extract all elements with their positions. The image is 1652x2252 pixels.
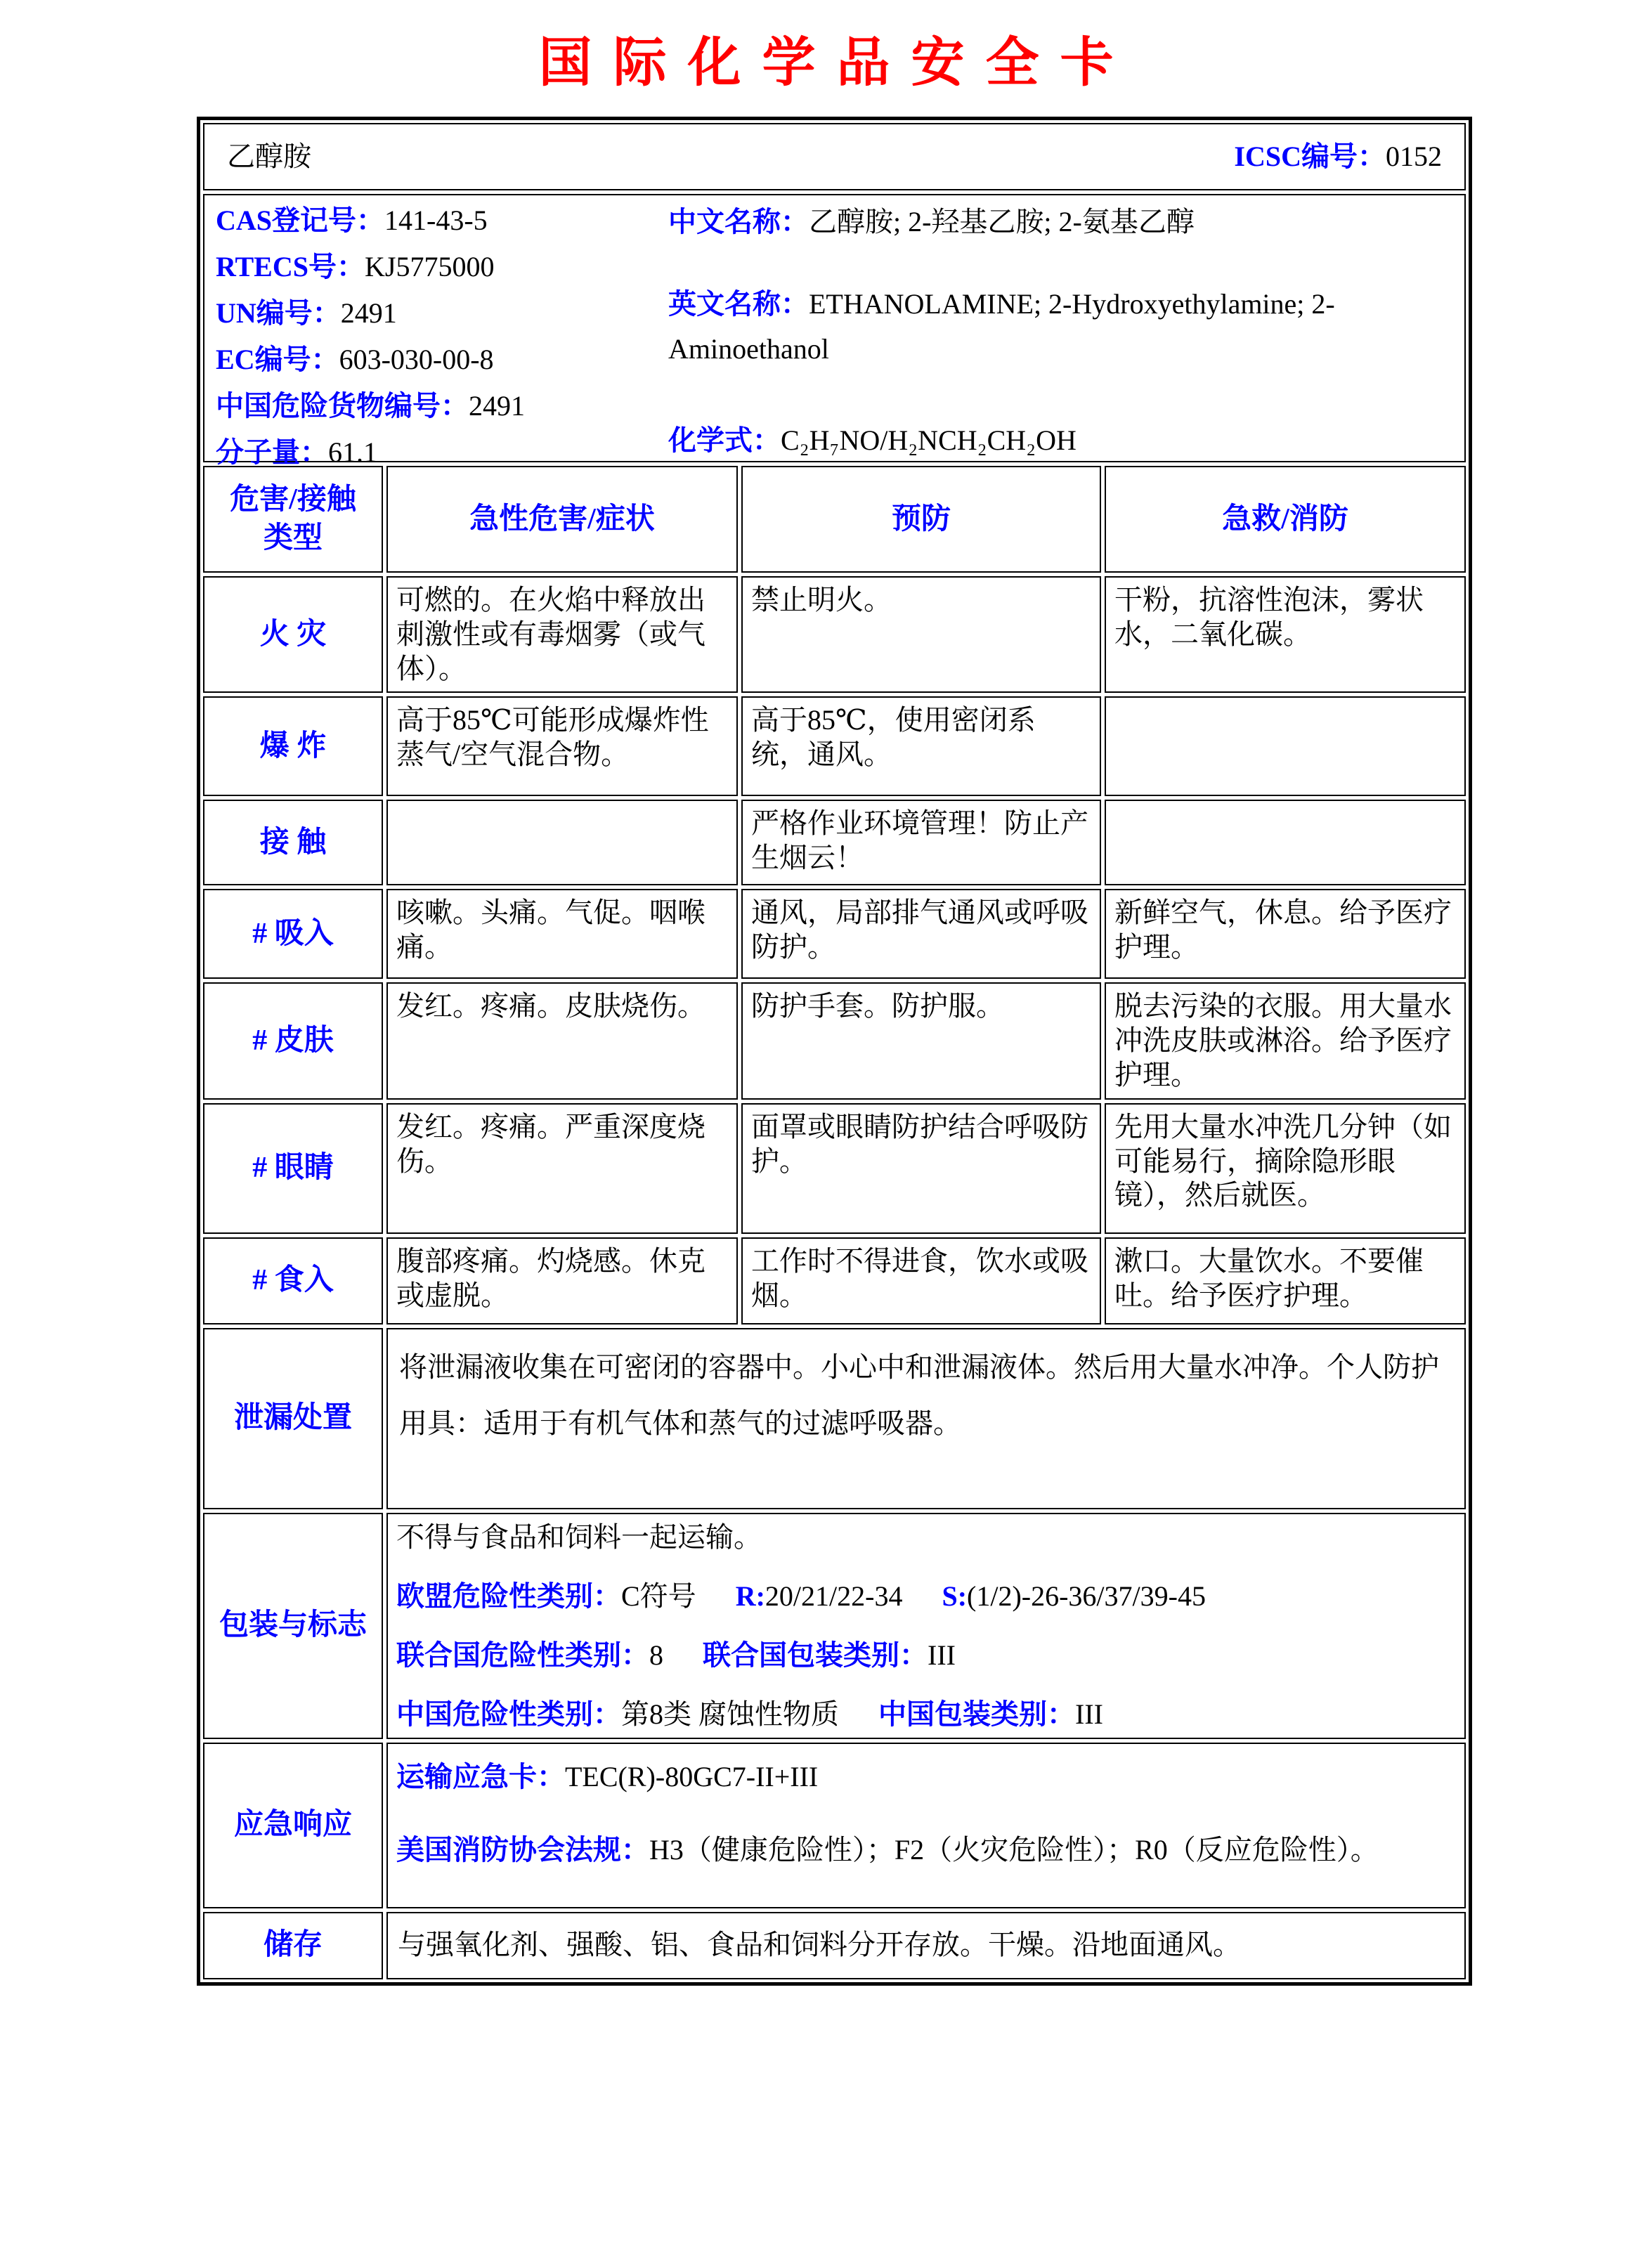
row-label-emergency-response: 应急响应: [203, 1743, 383, 1908]
un-packing-group-label: 联合国包装类别：: [703, 1639, 928, 1671]
molecular-weight-row: [216, 437, 665, 468]
cas-label: CAS登记号：: [216, 204, 385, 236]
un-hazard-class-value: 8: [649, 1639, 663, 1671]
nfpa-code-line: [396, 1823, 1456, 1877]
eyes-prevention: 面罩或眼睛防护结合呼吸防护。: [741, 1103, 1101, 1234]
inhalation-symptoms: 咳嗽。头痛。气促。咽喉痛。: [386, 889, 738, 979]
row-label-fire: 火 灾: [203, 576, 383, 693]
un-label: UN编号：: [216, 297, 341, 329]
ec-label: EC编号：: [216, 344, 339, 375]
chinese-name-row: [668, 205, 1448, 240]
rtecs-number-row: [216, 252, 665, 282]
row-label-skin: # 皮肤: [203, 982, 383, 1099]
china-dg-label: 中国危险货物编号：: [216, 390, 469, 422]
chemical-formula-label: 化学式：: [668, 424, 781, 456]
molecular-weight-label: 分子量：: [216, 436, 328, 468]
inhalation-prevention: 通风，局部排气通风或呼吸防护。: [741, 889, 1101, 979]
skin-prevention: 防护手套。防护服。: [741, 982, 1101, 1099]
identification-section: [203, 194, 1466, 468]
packaging-un-line: [396, 1638, 1456, 1673]
s-phrases-label: S:: [942, 1580, 968, 1612]
ec-number-row: [216, 344, 665, 375]
card-header-row: [203, 123, 1466, 190]
row-label-explosion: 爆 炸: [203, 696, 383, 796]
explosion-prevention: 高于85℃，使用密闭系统，通风。: [741, 696, 1101, 796]
cn-hazard-class-label: 中国危险性类别：: [396, 1698, 621, 1730]
row-label-contact: 接 触: [203, 800, 383, 885]
row-label-spill-disposal: 泄漏处置: [203, 1328, 383, 1509]
cn-packing-group-label: 中国包装类别：: [878, 1698, 1075, 1730]
identification-codes: [216, 205, 665, 483]
page-title: 国际化学品安全卡: [538, 31, 1135, 93]
explosion-symptoms: 高于85℃可能形成爆炸性蒸气/空气混合物。: [386, 696, 738, 796]
chemical-formula-value: C₂H₇NO/H₂NCH₂CH₂OH: [781, 424, 1077, 456]
header-prevention: 预防: [741, 466, 1101, 573]
packaging-eu-line: [396, 1579, 1456, 1614]
chemical-formula-row: [668, 424, 1448, 458]
header-acute-symptoms: 急性危害/症状: [386, 466, 738, 573]
r-phrases-value: 20/21/22-34: [765, 1580, 903, 1612]
china-dg-value: 2491: [469, 390, 525, 422]
storage-text: 与强氧化剂、强酸、铝、食品和饲料分开存放。干燥。沿地面通风。: [386, 1912, 1466, 1979]
explosion-firstaid: [1105, 696, 1466, 796]
eyes-firstaid: 先用大量水冲洗几分钟（如可能易行，摘除隐形眼镜），然后就医。: [1105, 1103, 1466, 1234]
eu-hazard-class-label: 欧盟危险性类别：: [396, 1580, 621, 1612]
inhalation-firstaid: 新鲜空气，休息。给予医疗护理。: [1105, 889, 1466, 979]
chinese-name-value: 乙醇胺; 2-羟基乙胺; 2-氨基乙醇: [809, 206, 1195, 237]
fire-symptoms: 可燃的。在火焰中释放出刺激性或有毒烟雾（或气体）。: [386, 576, 738, 693]
nfpa-code-label: 美国消防协会法规：: [396, 1833, 649, 1866]
china-dg-number-row: [216, 391, 665, 422]
packaging-cn-line: [396, 1697, 1456, 1732]
packaging-transport-note: 不得与食品和饲料一起运输。: [396, 1521, 762, 1553]
cn-hazard-class-value: 第8类 腐蚀性物质: [621, 1698, 839, 1730]
transport-emergency-card-line: [396, 1750, 1456, 1804]
english-name-label: 英文名称：: [668, 287, 809, 320]
fire-prevention: 禁止明火。: [741, 576, 1101, 693]
skin-firstaid: 脱去污染的衣服。用大量水冲洗皮肤或淋浴。给予医疗护理。: [1105, 982, 1466, 1099]
contact-symptoms: [386, 800, 738, 885]
chemical-name: 乙醇胺: [227, 140, 311, 172]
emergency-response-content: [386, 1743, 1466, 1908]
icsc-number-label: ICSC编号：: [1234, 140, 1386, 172]
skin-symptoms: 发红。疼痛。皮肤烧伤。: [386, 982, 738, 1099]
un-packing-group-value: III: [928, 1639, 956, 1671]
row-label-storage: 储存: [203, 1912, 383, 1979]
contact-firstaid: [1105, 800, 1466, 885]
row-label-ingestion: # 食入: [203, 1237, 383, 1324]
transport-emergency-card-value: TEC(R)-80GC7-II+III: [565, 1760, 819, 1792]
row-label-inhalation: # 吸入: [203, 889, 383, 979]
english-name-value: ETHANOLAMINE; 2-Hydroxyethylamine; 2-Aminoethanol: [668, 287, 1335, 365]
header-hazard-type-line1: 危害/接触: [230, 483, 356, 516]
rtecs-label: RTECS号：: [216, 251, 365, 282]
eyes-symptoms: 发红。疼痛。严重深度烧伤。: [386, 1103, 738, 1234]
un-hazard-class-label: 联合国危险性类别：: [396, 1639, 649, 1671]
icsc-number-group: [1234, 140, 1442, 174]
english-name-row: [668, 282, 1448, 372]
ec-value: 603-030-00-8: [339, 344, 494, 375]
r-phrases-label: R:: [735, 1580, 765, 1612]
row-label-packaging: 包装与标志: [203, 1513, 383, 1739]
cn-packing-group-value: III: [1075, 1698, 1103, 1730]
identification-names: [668, 205, 1448, 458]
nfpa-code-value: H3（健康危险性）；F2（火灾危险性）；R0（反应危险性）。: [649, 1833, 1379, 1866]
packaging-content: [386, 1513, 1466, 1739]
cas-number-row: [216, 205, 665, 236]
spill-disposal-text: 将泄漏液收集在可密闭的容器中。小心中和泄漏液体。然后用大量水冲净。个人防护用具：适用于有机气体和蒸气的过滤呼吸器。: [386, 1328, 1466, 1509]
rtecs-value: KJ5775000: [364, 251, 495, 282]
un-value: 2491: [340, 297, 397, 329]
safety-card: [197, 117, 1472, 1986]
un-number-row: [216, 298, 665, 329]
fire-firstaid: 干粉，抗溶性泡沫，雾状水，二氧化碳。: [1105, 576, 1466, 693]
row-label-eyes: # 眼睛: [203, 1103, 383, 1234]
header-firstaid-firefighting: 急救/消防: [1105, 466, 1466, 573]
s-phrases-value: (1/2)-26-36/37/39-45: [967, 1580, 1206, 1612]
icsc-number-value: 0152: [1386, 140, 1442, 172]
ingestion-prevention: 工作时不得进食，饮水或吸烟。: [741, 1237, 1101, 1324]
eu-hazard-symbol: C符号: [621, 1580, 696, 1612]
ingestion-firstaid: 漱口。大量饮水。不要催吐。给予医疗护理。: [1105, 1237, 1466, 1324]
chinese-name-label: 中文名称：: [668, 206, 809, 237]
ingestion-symptoms: 腹部疼痛。灼烧感。休克或虚脱。: [386, 1237, 738, 1324]
transport-emergency-card-label: 运输应急卡：: [396, 1760, 565, 1792]
contact-prevention: 严格作业环境管理！防止产生烟云！: [741, 800, 1101, 885]
molecular-weight-value: 61.1: [328, 436, 377, 468]
header-hazard-type-line2: 类型: [263, 522, 323, 554]
cas-value: 141-43-5: [384, 204, 488, 236]
